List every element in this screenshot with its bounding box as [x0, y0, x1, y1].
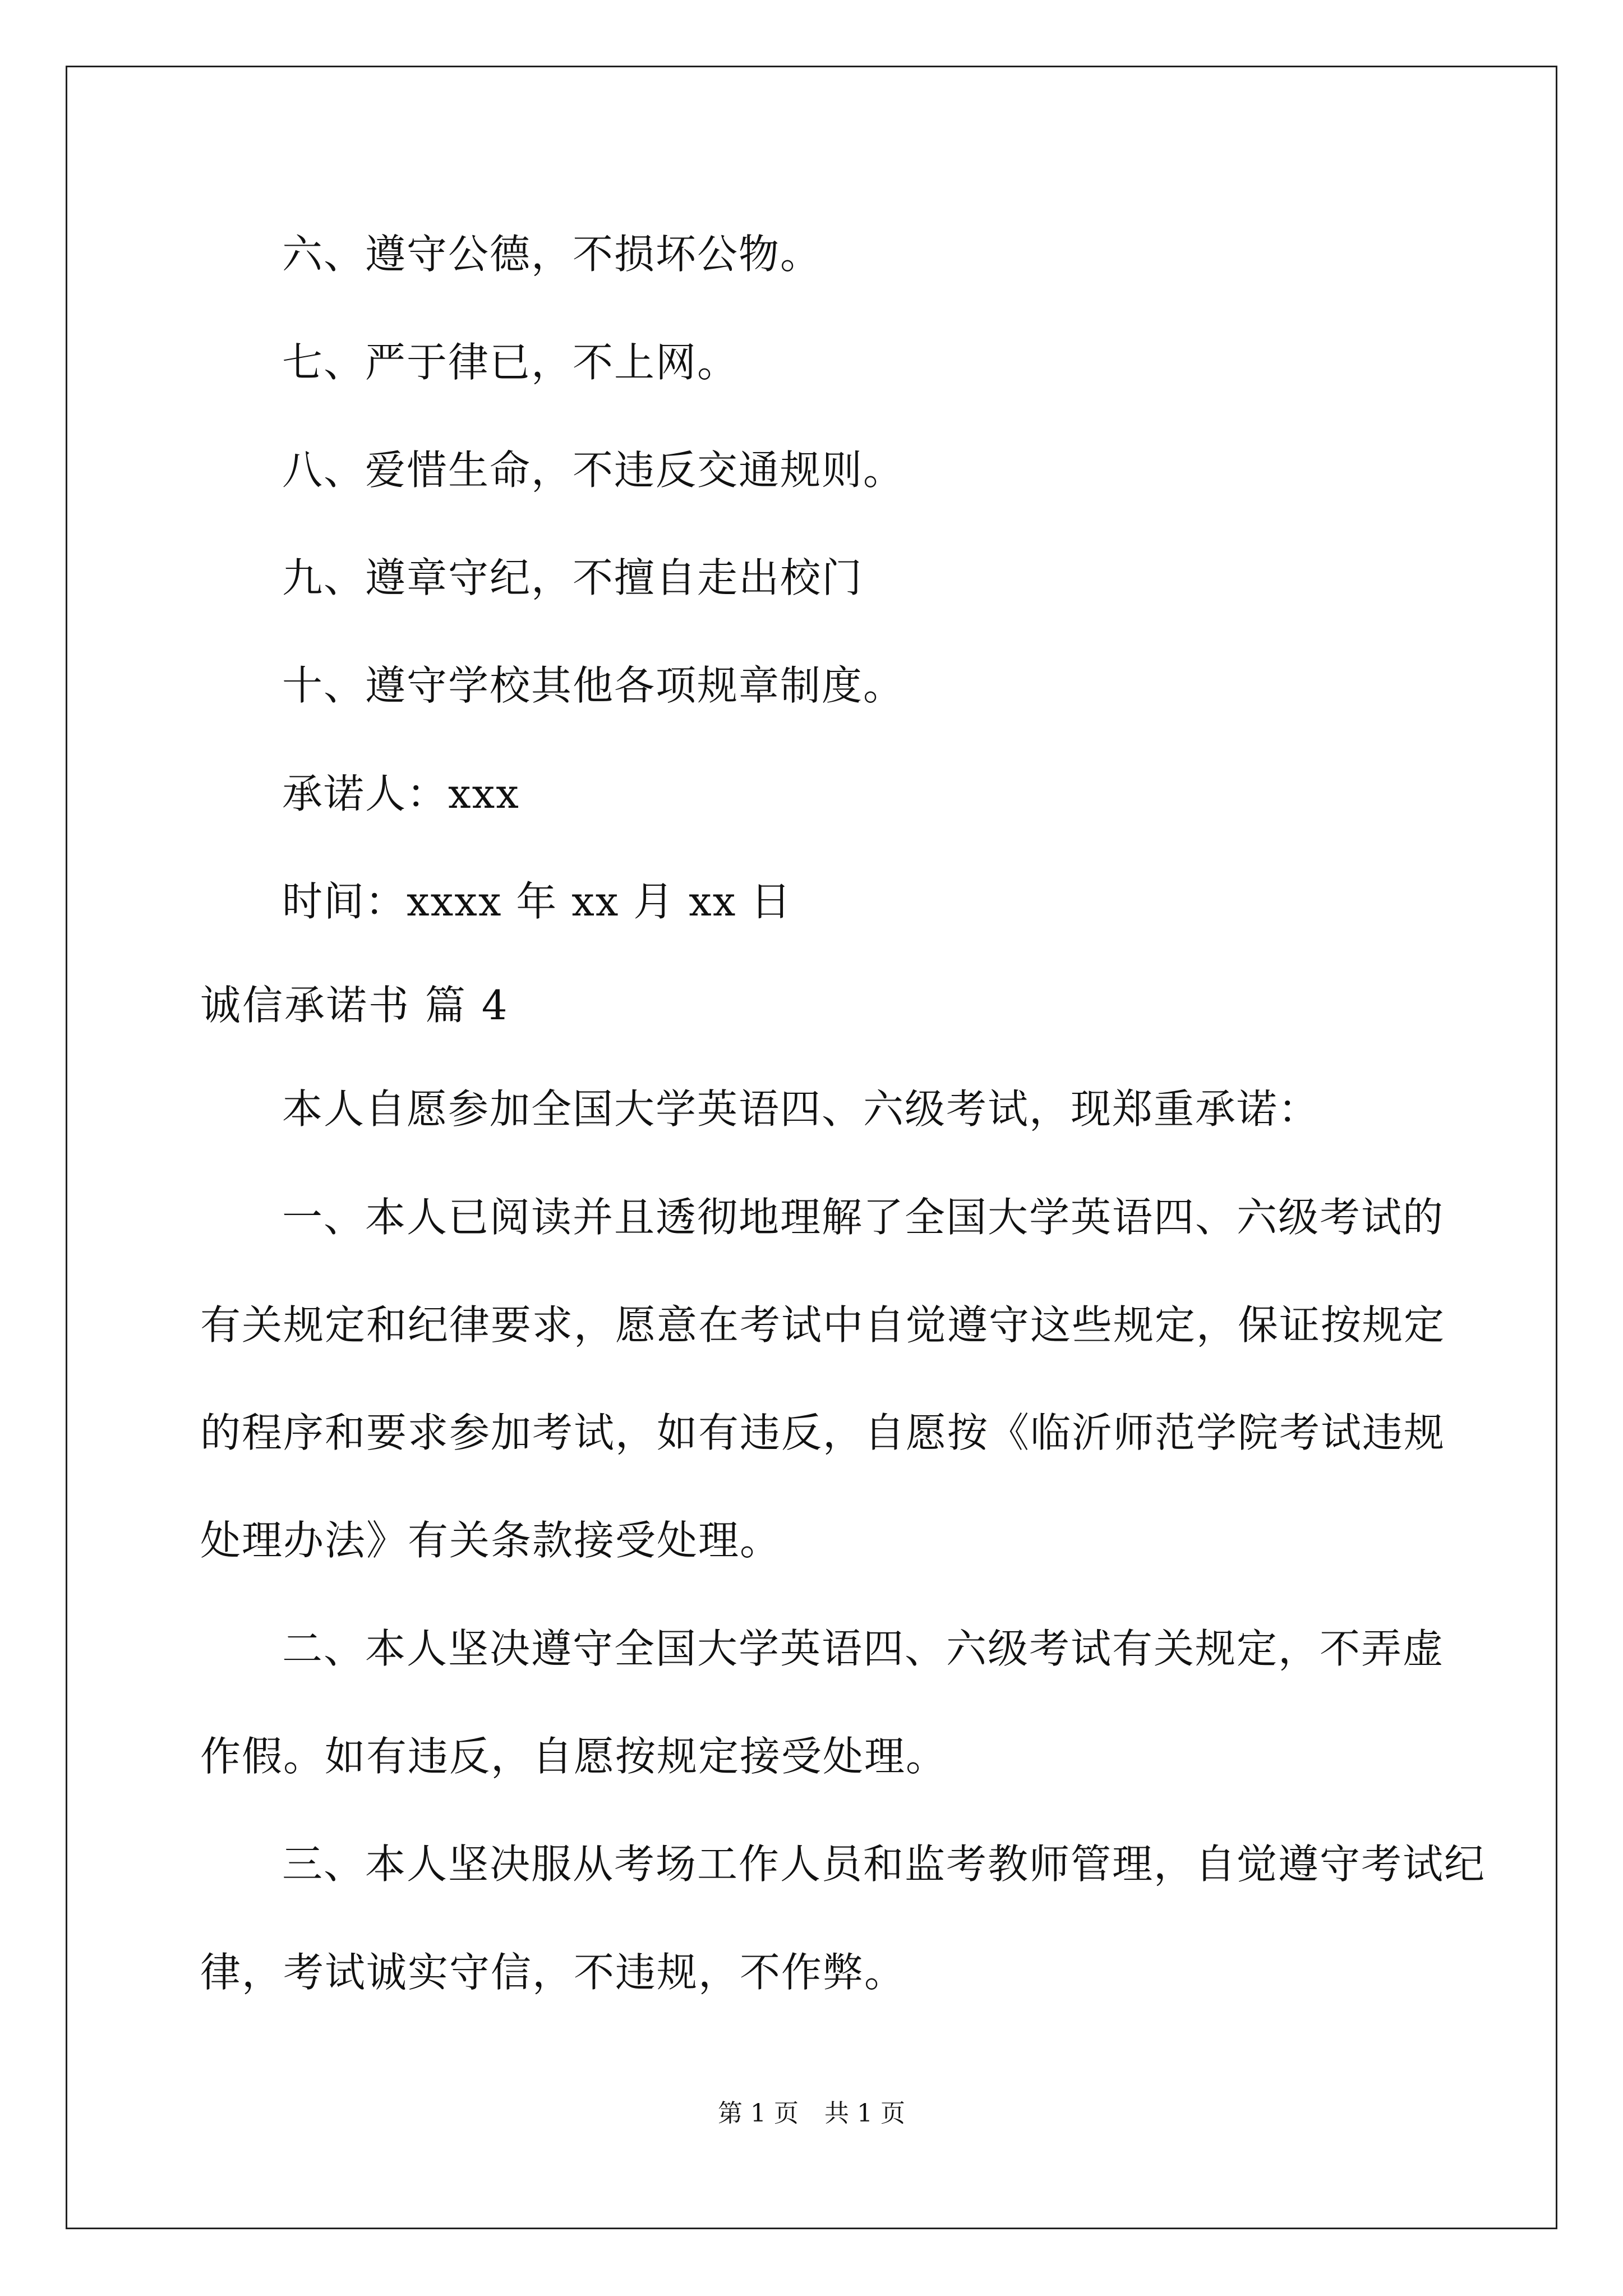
pledge-1-line-1: 一、本人已阅读并且透彻地理解了全国大学英语四、六级考试的	[282, 1194, 1445, 1241]
date-line: 时间：xxxx 年 xx 月 xx 日	[282, 878, 792, 925]
pledge-1-line-3: 的程序和要求参加考试，如有违反，自愿按《临沂师范学院考试违规	[200, 1409, 1446, 1456]
rule-6: 六、遵守公德，不损坏公物。	[282, 231, 822, 278]
rule-8: 八、爱惜生命，不违反交通规则。	[282, 447, 905, 494]
pledge-2-line-1: 二、本人坚决遵守全国大学英语四、六级考试有关规定，不弄虚	[282, 1625, 1445, 1672]
pledge-1-line-2: 有关规定和纪律要求，愿意在考试中自觉遵守这些规定，保证按规定	[200, 1301, 1446, 1349]
rule-10: 十、遵守学校其他各项规章制度。	[282, 662, 905, 709]
pledge-3-line-1: 三、本人坚决服从考场工作人员和监考教师管理，自觉遵守考试纪	[282, 1841, 1486, 1888]
page-footer	[0, 2097, 1623, 2131]
pledge-3-line-2: 律，考试诚实守信，不违规，不作弊。	[200, 1949, 906, 1996]
rule-9: 九、遵章守纪，不擅自走出校门	[282, 554, 864, 601]
pledge-1-line-4: 处理办法》有关条款接受处理。	[200, 1517, 782, 1564]
intro-paragraph: 本人自愿参加全国大学英语四、六级考试，现郑重承诺：	[282, 1085, 1320, 1133]
page-number: 第 1 页	[718, 2099, 799, 2128]
page-count: 共 1 页	[824, 2099, 905, 2128]
rule-7: 七、严于律已，不上网。	[282, 339, 739, 386]
pledge-2-line-2: 作假。如有违反，自愿按规定接受处理。	[200, 1733, 948, 1780]
section-heading: 诚信承诺书 篇 4	[200, 982, 509, 1029]
promisor-line: 承诺人：xxx	[282, 770, 520, 817]
